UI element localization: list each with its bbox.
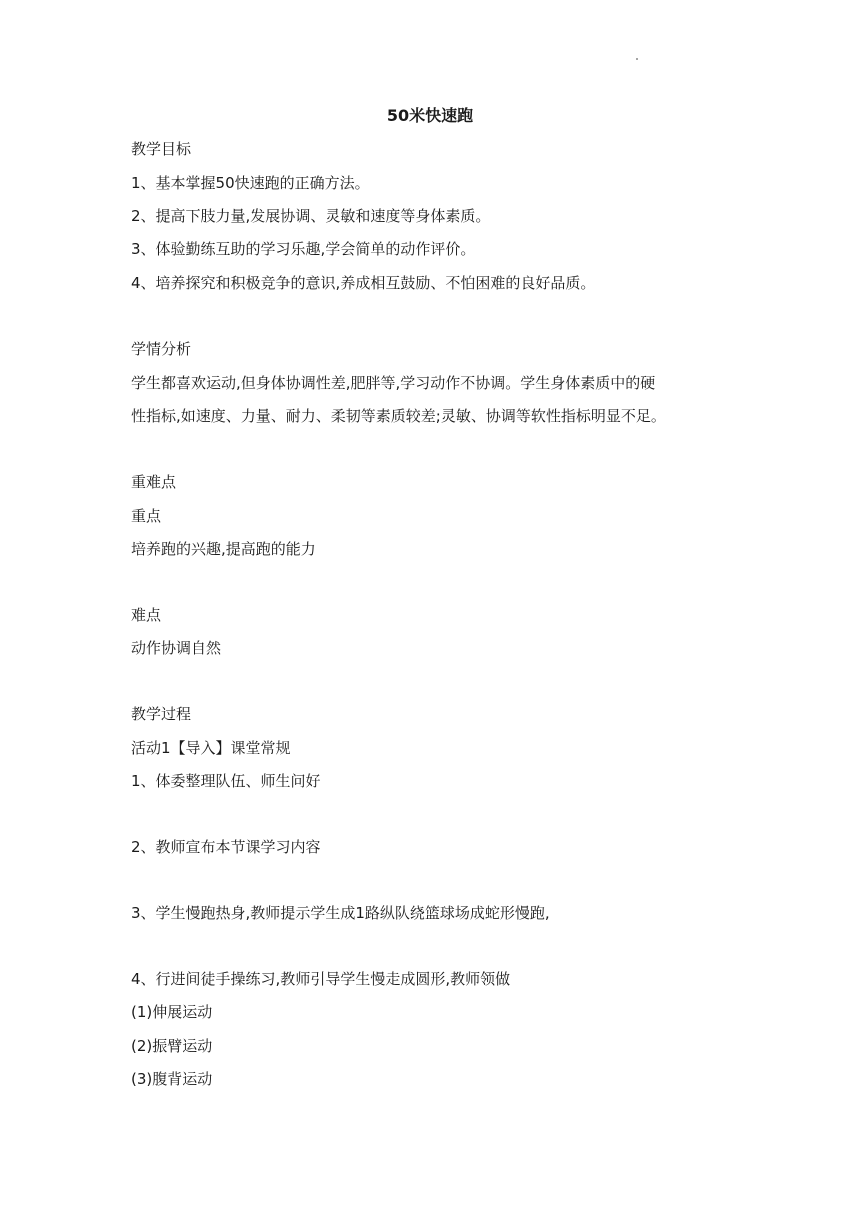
activity-heading: 活动1【导入】课堂常规 [131, 739, 291, 757]
objective-item: 3、体验勤练互助的学习乐趣,学会简单的动作评价。 [131, 240, 476, 258]
section-heading-key-points: 重难点 [131, 473, 177, 491]
difficulty-text: 动作协调自然 [131, 639, 222, 657]
process-step: 2、教师宣布本节课学习内容 [131, 838, 321, 856]
section-heading-analysis: 学情分析 [131, 340, 192, 358]
objective-item: 2、提高下肢力量,发展协调、灵敏和速度等身体素质。 [131, 207, 491, 225]
exercise-item: (1)伸展运动 [131, 1003, 213, 1021]
section-heading-process: 教学过程 [131, 705, 192, 723]
analysis-text-line: 学生都喜欢运动,但身体协调性差,肥胖等,学习动作不协调。学生身体素质中的硬 [131, 374, 656, 392]
section-heading-objectives: 教学目标 [131, 140, 192, 158]
objective-item: 1、基本掌握50快速跑的正确方法。 [131, 174, 370, 192]
process-step: 1、体委整理队伍、师生问好 [131, 772, 321, 790]
analysis-text-line: 性指标,如速度、力量、耐力、柔韧等素质较差;灵敏、协调等软性指标明显不足。 [131, 407, 666, 425]
exercise-item: (3)腹背运动 [131, 1070, 213, 1088]
document-title: 50米快速跑 [386, 106, 474, 125]
exercise-item: (2)振臂运动 [131, 1037, 213, 1055]
subheading-key-point: 重点 [131, 507, 162, 525]
subheading-difficulty: 难点 [131, 606, 162, 624]
objective-item: 4、培养探究和积极竞争的意识,养成相互鼓励、不怕困难的良好品质。 [131, 274, 596, 292]
key-point-text: 培养跑的兴趣,提高跑的能力 [131, 540, 316, 558]
process-step: 3、学生慢跑热身,教师提示学生成1路纵队绕篮球场成蛇形慢跑, [131, 904, 550, 922]
process-step: 4、行进间徒手操练习,教师引导学生慢走成圆形,教师领做 [131, 970, 511, 988]
page-mark [636, 58, 638, 60]
